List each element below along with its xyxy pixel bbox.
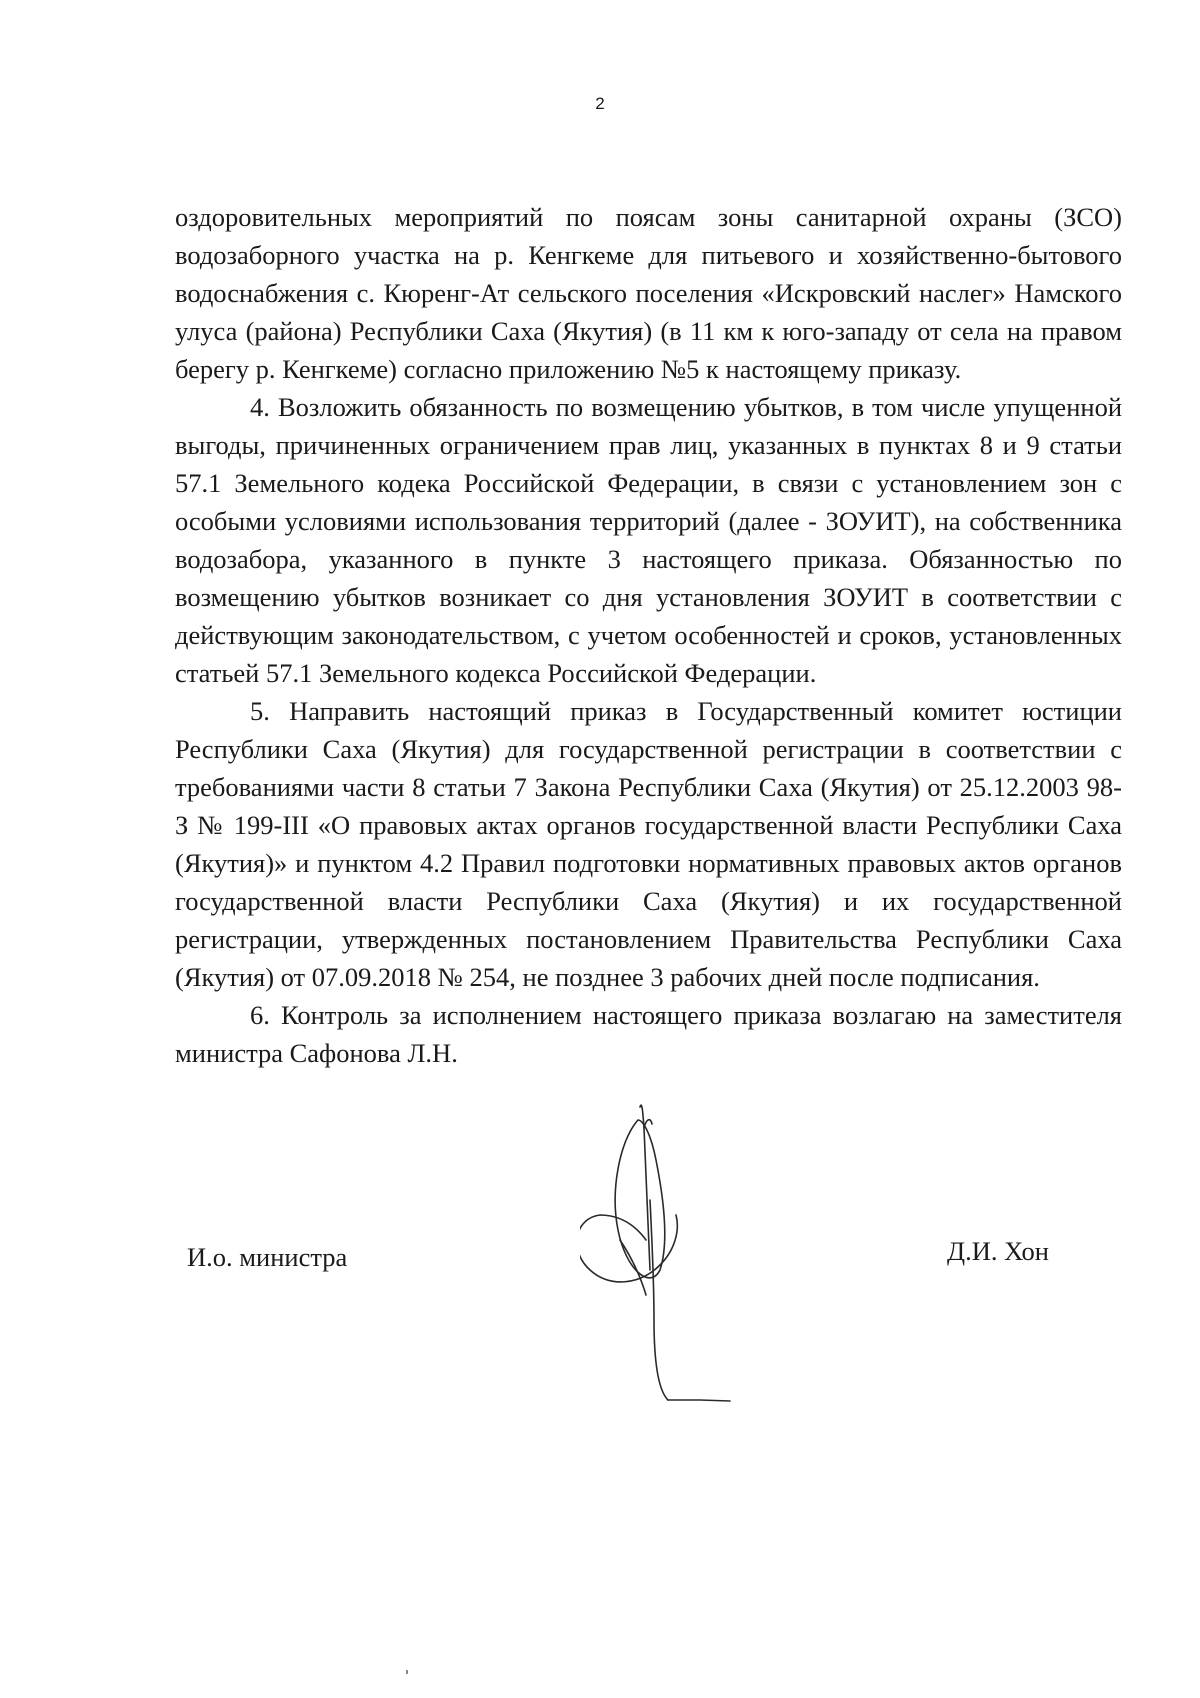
- paragraph-item-6: 6. Контроль за исполнением настоящего приказа возлагаю на заместителя министра Сафонова Л.Н.: [175, 1000, 1122, 1068]
- signature-block: [0, 1080, 1200, 1440]
- paragraph-item-5: 5. Направить настоящий приказ в Государственный комитет юстиции Республики Саха (Якутия) для государственной регистрации в соответствии с требованиями части 8 статьи 7 Закона Республики Саха (Якутия) от 25.12.2003 98-З № 199-III «О правовых актах органов государственной власти Республики Саха (Якутия)» и пунктом 4.2 Правил подготовки нормативных правовых актов органов государственной власти Республики Саха (Якутия) и их государственной регистрации, утвержденных постановлением Правительства Республики Саха (Якутия) от 07.09.2018 № 254, не позднее 3 рабочих дней после подписания.: [175, 696, 1122, 992]
- page-number: 2: [595, 94, 605, 113]
- document-body: [175, 198, 1122, 1072]
- paragraph-item-4: 4. Возложить обязанность по возмещению убытков, в том числе упущенной выгоды, причиненных ограничением прав лиц, указанных в пунктах 8 и 9 статьи 57.1 Земельного кодека Российской Федерации, в связи с установлением зон с особыми условиями использования территорий (далее - ЗОУИТ), на собственника водозабора, указанного в пункте 3 настоящего приказа. Обязанностью по возмещению убытков возникает со дня установления ЗОУИТ в соответствии с действующим законодательством, с учетом особенностей и сроков, установленных статьей 57.1 Земельного кодекса Российской Федерации.: [175, 392, 1122, 688]
- paragraph-continuation: оздоровительных мероприятий по поясам зоны санитарной охраны (ЗСО) водозаборного участка на р. Кенгкеме для питьевого и хозяйственно-бытового водоснабжения с. Кюренг-Ат сельского поселения «Искровский наслег» Намского улуса (района) Республики Саха (Якутия) (в 11 км к юго-западу от села на правом берегу р. Кенгкеме) согласно приложению №5 к настоящему приказу.: [175, 202, 1122, 384]
- signer-name: Д.И. Хон: [947, 1236, 1049, 1266]
- signer-title: И.о. министра: [187, 1242, 348, 1272]
- handwritten-signature: [580, 1080, 800, 1425]
- scan-speck: [406, 1670, 408, 1674]
